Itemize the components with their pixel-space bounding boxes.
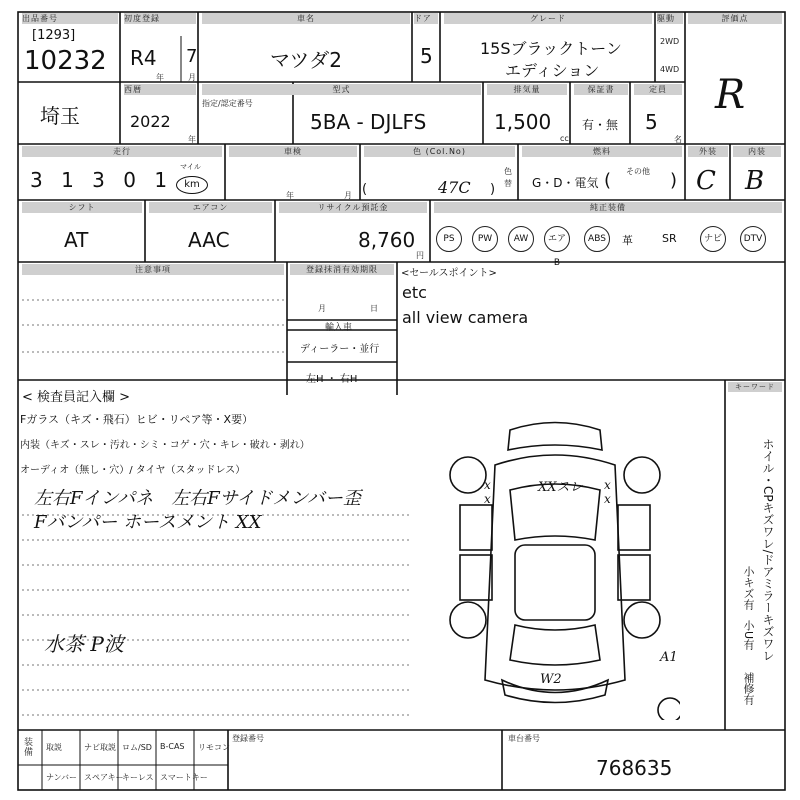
legend-line-2: 小キズ有 [742, 566, 755, 610]
wheel-rear-right [624, 602, 660, 638]
regdate-label: 登録抹消有効期限 [290, 264, 394, 275]
seats: 5 [645, 110, 658, 134]
door-label: ドア [414, 13, 438, 24]
reg-label: 初度登録 [124, 13, 196, 24]
equip-3: エアB [544, 226, 570, 252]
door-rear-left [460, 555, 492, 600]
reg-year-unit: 年 [156, 73, 164, 82]
model-year: 2022 [130, 112, 171, 131]
color-paren-close: ) [490, 182, 496, 197]
footer-item-top-4: リモコン [198, 743, 230, 752]
grade-line-1: 15Sブラックトーン [480, 39, 622, 58]
chassis-number: 768635 [596, 756, 673, 780]
interior-label: 内装 [733, 146, 781, 157]
regdate-day: 日 [370, 304, 378, 313]
import-dealer: ディーラー・並行 [300, 344, 380, 355]
color-code: 47C [438, 178, 471, 197]
inspector-title: < 検査員記入欄 > [22, 390, 131, 405]
lot-number: 10232 [24, 46, 107, 76]
sales-point-1: etc [402, 283, 427, 302]
footer-item-top-3: B-CAS [160, 742, 185, 751]
grade-line-2: エディション [505, 61, 600, 80]
color-label: 色 (Col.No) [364, 146, 515, 157]
mark-x-2: x [484, 492, 491, 506]
drive-2wd: 2WD [660, 37, 680, 46]
legend-line-1: ホイル・CPキズワレ/ドアミラーキズワレ [761, 438, 775, 662]
fuel: G・D・電気 [532, 176, 599, 190]
inspector-hand-2: Fバンパー ホースメント XX [34, 512, 262, 533]
fuel-other: その他 [626, 167, 650, 176]
door-count: 5 [420, 44, 433, 68]
footer-item-bottom-2: キーレス [122, 773, 154, 782]
mark-top: XXスレ [538, 480, 583, 495]
fuel-label: 燃料 [522, 146, 682, 157]
keyword-label: キーワード [728, 382, 782, 392]
grade-label: グレード [444, 13, 652, 24]
score-label: 評価点 [688, 13, 782, 24]
door-front-left [460, 505, 492, 550]
reg-era: R4 [130, 46, 157, 70]
recycle-fee: 8,760 [358, 228, 416, 252]
footer-equip-head: 装備 [24, 738, 34, 758]
cc-unit: cc [560, 134, 569, 143]
fuel-paren-open: ( [604, 170, 612, 191]
model-year-unit: 年 [188, 135, 196, 144]
roof-shape [515, 545, 595, 620]
footer-item-bottom-3: スマートキー [160, 773, 208, 782]
footer-item-top-2: ロム/SD [122, 743, 152, 752]
wheel-front-right [624, 457, 660, 493]
interior-grade: B [745, 166, 765, 196]
drive-4wd: 4WD [660, 65, 680, 74]
region: 埼玉 [40, 104, 80, 128]
regdate-month: 月 [318, 304, 326, 313]
shaken-year: 年 [286, 191, 294, 200]
recycle-label: リサイクル預託金 [279, 202, 427, 213]
legend-line-3: 小U有 [742, 620, 755, 651]
prefix-note: 指定/認定番号 [202, 99, 253, 108]
warranty: 有・無 [582, 118, 619, 132]
spare-wheel [658, 698, 680, 720]
lot-sub: [1293] [32, 28, 76, 43]
shift: AT [64, 228, 89, 252]
note-label: 注意事項 [22, 264, 284, 275]
drive-label: 駆動 [657, 13, 683, 24]
sales-point-2: all view camera [402, 308, 529, 327]
fuel-paren-close: ) [670, 170, 678, 191]
shaken-month: 月 [344, 191, 352, 200]
mileage-unit-km: km [176, 176, 208, 194]
mark-x-1: x [484, 478, 491, 492]
equip-2: AW [508, 226, 534, 252]
color-paren-open: ( [362, 182, 368, 197]
mark-a1: A1 [660, 650, 678, 665]
air-conditioner: AAC [188, 228, 230, 252]
equip-7: ナビ [700, 226, 726, 252]
footer-item-top-0: 取説 [46, 743, 62, 752]
ac-label: エアコン [149, 202, 272, 213]
equip-0: PS [436, 226, 462, 252]
year-label: 西暦 [124, 84, 196, 95]
front-bumper-shape [508, 423, 602, 451]
mark-x-3: x [604, 478, 611, 492]
reg-month: 7 [186, 46, 198, 67]
footer-item-bottom-0: ナンバー [46, 773, 78, 782]
inspector-interior: 内装（キズ・スレ・汚れ・シミ・コゲ・穴・キレ・破れ・剥れ） [20, 440, 310, 451]
inspector-hand-1: 左右Fインパネ 左右Fサイドメンバー歪 [34, 488, 362, 509]
model-name: マツダ2 [270, 48, 342, 72]
inspector-glass: Fガラス（キズ・飛石）ヒビ・リペア等・X要） [20, 413, 254, 426]
footer-item-top-1: ナビ取説 [84, 743, 116, 752]
rear-window-shape [510, 625, 600, 665]
reg-month-unit: 月 [188, 73, 196, 82]
equip-8: DTV [740, 226, 766, 252]
cc-label: 排気量 [487, 84, 567, 95]
mileage-label: 走行 [22, 146, 222, 157]
equip-4: ABS [584, 226, 610, 252]
equip-5: 革 [622, 234, 633, 247]
wheel-rear-left [450, 602, 486, 638]
import-label: 輸入車 [325, 323, 353, 333]
name-label: 車名 [202, 13, 410, 24]
sales-label: <セールスポイント> [401, 268, 497, 279]
inspector-audio: オーディオ（無し・穴）/ タイヤ（スタッドレス） [20, 465, 246, 476]
door-front-right [618, 505, 650, 550]
lot-label: 出品番号 [22, 13, 118, 24]
chassis-label: 車台番号 [508, 734, 540, 743]
exterior-grade: C [696, 166, 716, 196]
mileage: 3 1 3 0 1 [30, 168, 174, 192]
mark-w2: W2 [540, 672, 562, 687]
mileage-unit-mile: マイル [180, 163, 201, 171]
mark-x-4: x [604, 492, 611, 506]
reg-no-label: 登録番号 [232, 734, 264, 743]
footer-item-bottom-1: スペアキー [84, 773, 124, 782]
model-code: 5BA - DJLFS [310, 110, 427, 134]
color-change-label: 色替 [504, 167, 512, 188]
warranty-label: 保証書 [574, 84, 628, 95]
displacement: 1,500 [494, 110, 552, 134]
shift-label: シフト [22, 202, 142, 213]
score-value: R [715, 72, 746, 118]
seats-label: 定員 [634, 84, 682, 95]
prefix-label: 型式 [202, 84, 481, 95]
equip-6: SR [662, 232, 677, 245]
inspector-hand-3: 水茶 P波 [44, 632, 124, 656]
import-handle: 左H ・ 右H [306, 374, 358, 385]
equip-1: PW [472, 226, 498, 252]
legend-line-4: 補修有 [742, 672, 755, 705]
recycle-unit: 円 [416, 251, 424, 260]
equip-label: 純正装備 [434, 202, 782, 213]
shaken-label: 車検 [229, 146, 357, 157]
seats-unit: 名 [674, 135, 682, 144]
wheel-front-left [450, 457, 486, 493]
door-rear-right [618, 555, 650, 600]
exterior-label: 外装 [688, 146, 728, 157]
